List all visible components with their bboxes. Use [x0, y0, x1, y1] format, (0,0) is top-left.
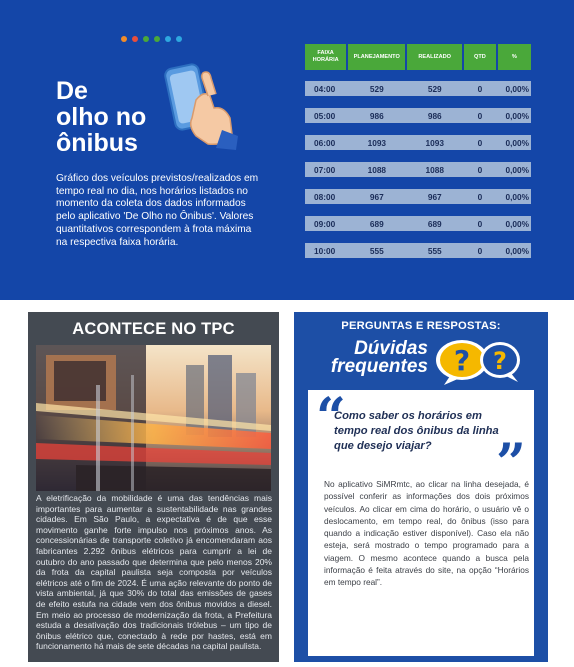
cell-faixa-horaria: 08:00 — [314, 191, 336, 202]
cell-planejamento: 1093 — [367, 137, 387, 148]
cell-qtd: 0 — [477, 137, 483, 148]
title-line: Dúvidas — [354, 338, 428, 359]
close-quote-icon: ” — [496, 433, 526, 494]
svg-text:?: ? — [453, 344, 471, 377]
cell-realizado: 1088 — [425, 164, 444, 175]
question-bubbles-icon — [432, 338, 524, 386]
svg-text:?: ? — [493, 347, 507, 375]
frota-table — [305, 44, 531, 258]
cell-planejamento: 529 — [369, 83, 384, 94]
panel-title — [316, 340, 428, 376]
faq-answer: No aplicativo SiMRmtc, ao clicar na linha desejada, é possível conferir as informações dos dois próximos veículos. Ao clicar em cima do horário, o usuário vê o deslocamento, em tempo real, do ônibus (isso para quando a indicação estiver disponível). Caso ela não esteja, será mostrado o tempo programado para a viagem. O mesmo acontece quando a busca pela informação é feita através do site, na opção “Horários em tempo real”. — [324, 479, 529, 588]
cell-faixa-horaria: 06:00 — [314, 137, 336, 148]
cell-qtd: 0 — [477, 110, 483, 121]
cell-qtd: 0 — [477, 164, 483, 175]
cell-percent: 0,00% — [505, 245, 529, 256]
cell-planejamento: 986 — [369, 110, 384, 121]
cell-faixa-horaria: 09:00 — [314, 218, 336, 229]
hand-holding-phone-icon — [152, 60, 242, 150]
panel-kicker: PERGUNTAS E RESPOSTAS: — [341, 320, 501, 332]
cell-realizado: 967 — [427, 191, 442, 202]
cell-qtd: 0 — [477, 245, 483, 256]
dot-4 — [154, 36, 160, 42]
header-planejamento: PLANEJAMENTO — [348, 44, 405, 70]
cell-planejamento: 1088 — [367, 164, 387, 175]
cell-qtd: 0 — [477, 83, 483, 94]
table-row — [305, 243, 531, 258]
dot-2 — [132, 36, 138, 42]
cell-percent: 0,00% — [505, 218, 529, 229]
header-qtd: QTD — [464, 44, 495, 70]
cell-qtd: 0 — [477, 191, 483, 202]
header-faixa-horaria: FAIXA HORÁRIA — [305, 44, 346, 70]
panel-title: ACONTECE NO TPC — [72, 320, 235, 338]
dot-1 — [121, 36, 127, 42]
cell-qtd: 0 — [477, 218, 483, 229]
dot-6 — [176, 36, 182, 42]
cell-planejamento: 555 — [369, 245, 384, 256]
header-realizado: REALIZADO — [407, 44, 462, 70]
headline-line: De — [56, 77, 88, 105]
table-row — [305, 216, 531, 231]
article-body: A eletrificação da mobilidade é uma das tendências mais importantes para aumentar a sustentabilidade nas grandes cidades. Em São Paulo, a expectativa é de que esse movimento ganhe forte impulso nos próximos anos. As concessionárias de transporte coletivo já encomendaram aos fabricantes 2.292 ônibus elétricos para cumprir a lei de outubro do ano passado que determina que pelo menos 20% da frota da capital paulista seja composta por veículos elétricos até o fim de 2024. É uma ação relevante do ponto de vista ambiental, já que 30% do total das emissões de gases de efeito estufa na cidade vem dos ônibus movidos a diesel. Em meio ao processo de modernização da frota, a Prefeitura estuda a desativação dos tradicionais trólebus – um tipo de ônibus elétrico que, conectado à rede por hastes, está em funcionamento há mais de sete décadas na capital paulista. — [36, 493, 272, 652]
bus-motion-blur-photo — [36, 345, 271, 491]
banner-intro-text: Gráfico dos veículos previstos/realizados em tempo real no dia, nos horários listados no momento da coleta dos dados informados pelo aplicativo 'De Olho no Ônibus'. Valores quantitativos correspondem à frota máxima na respectiva faixa horária. — [56, 173, 259, 248]
cell-percent: 0,00% — [505, 83, 529, 94]
cell-percent: 0,00% — [505, 191, 529, 202]
cell-realizado: 1093 — [425, 137, 444, 148]
open-quote-icon: “ — [316, 387, 346, 448]
acontece-no-tpc-panel — [28, 312, 279, 662]
dot-5 — [165, 36, 171, 42]
cell-percent: 0,00% — [505, 164, 529, 175]
cell-planejamento: 967 — [369, 191, 384, 202]
cell-realizado: 529 — [427, 83, 442, 94]
cell-percent: 0,00% — [505, 137, 529, 148]
cell-faixa-horaria: 10:00 — [314, 245, 336, 256]
banner-headline — [56, 78, 146, 156]
header-percent: % — [498, 44, 531, 70]
cell-realizado: 986 — [427, 110, 442, 121]
de-olho-no-onibus-banner — [0, 0, 574, 300]
cell-realizado: 689 — [427, 218, 442, 229]
cell-faixa-horaria: 07:00 — [314, 164, 336, 175]
table-row — [305, 135, 531, 150]
cell-planejamento: 689 — [369, 218, 384, 229]
headline-line: olho no — [56, 103, 147, 131]
decorative-dots — [121, 36, 182, 42]
duvidas-frequentes-panel — [294, 312, 548, 662]
headline-line: ônibus — [56, 129, 138, 157]
table-row — [305, 108, 531, 123]
table-row — [305, 81, 531, 96]
cell-realizado: 555 — [427, 245, 442, 256]
title-line: frequentes — [330, 356, 428, 377]
cell-percent: 0,00% — [505, 110, 529, 121]
table-row — [305, 162, 531, 177]
table-row — [305, 189, 531, 204]
dot-3 — [143, 36, 149, 42]
cell-faixa-horaria: 04:00 — [314, 83, 336, 94]
faq-question: Como saber os horários em tempo real dos ônibus da linha que desejo viajar? — [334, 410, 499, 452]
table-header — [305, 44, 531, 70]
cell-faixa-horaria: 05:00 — [314, 110, 336, 121]
